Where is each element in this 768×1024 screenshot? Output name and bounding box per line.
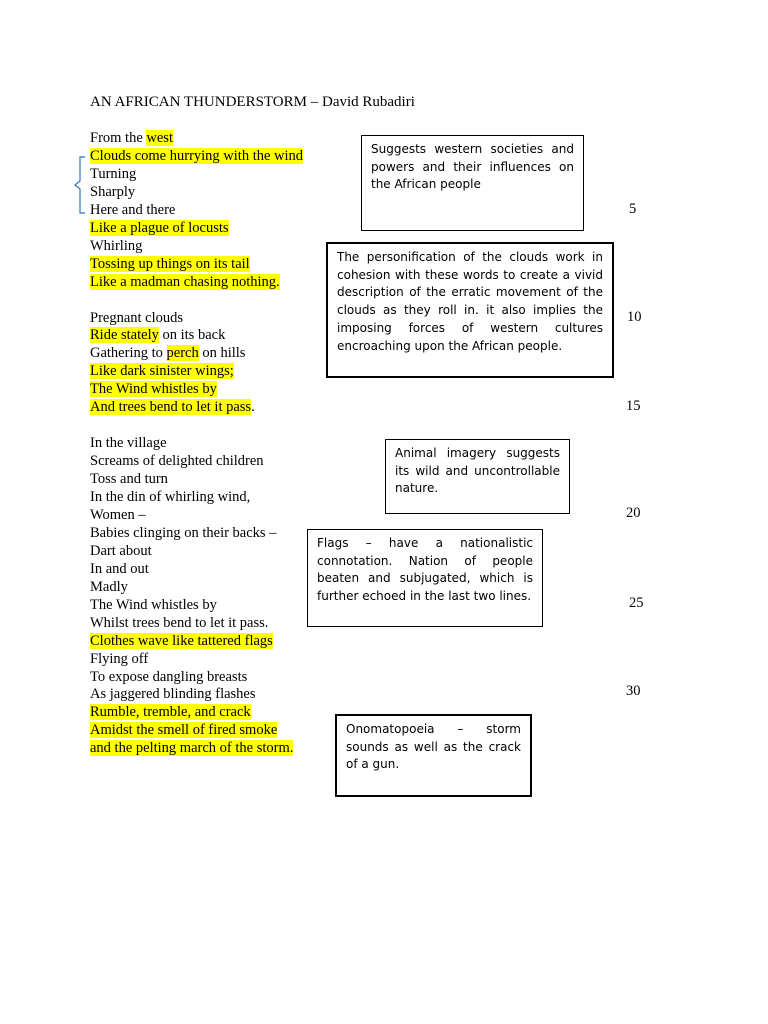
poem-line — [90, 703, 251, 721]
highlighted-text: Like a madman chasing nothing. — [90, 273, 280, 290]
poem-text: Madly — [90, 578, 128, 595]
poem-text: Pregnant clouds — [90, 309, 184, 326]
poem-text: on hills — [198, 345, 246, 362]
poem-line — [90, 739, 293, 757]
poem-line — [90, 596, 217, 614]
poem-text: As jaggered blinding flashes — [90, 686, 256, 703]
poem-line — [90, 560, 149, 578]
poem-line — [90, 650, 148, 668]
poem-line — [90, 542, 152, 560]
highlighted-text: perch — [166, 345, 199, 362]
line-number-20: 20 — [626, 505, 641, 521]
poem-line — [90, 380, 217, 398]
highlighted-text: Like a plague of locusts — [90, 219, 229, 236]
poem-line — [90, 668, 247, 686]
line-number-5: 5 — [629, 201, 637, 217]
poem-title: AN AFRICAN THUNDERSTORM – David Rubadiri — [90, 94, 415, 110]
line-number-25: 25 — [629, 595, 644, 611]
poem-text: Turning — [90, 165, 137, 182]
poem-text: Dart about — [90, 542, 152, 559]
poem-line — [90, 434, 167, 452]
highlighted-text: west — [146, 130, 173, 146]
highlighted-text: Clouds come hurrying with the wind — [90, 147, 304, 164]
poem-line — [90, 344, 245, 362]
line-number-30: 30 — [626, 683, 641, 699]
annotation-box-onomatopoeia: Onomatopoeia – storm sounds as well as the crack of a gun. — [335, 714, 532, 797]
poem-text: Flying off — [90, 650, 149, 667]
poem-line — [90, 129, 173, 147]
poem-line — [90, 470, 168, 488]
poem-line — [90, 685, 256, 703]
poem-line — [90, 237, 142, 255]
poem-line — [90, 326, 225, 344]
poem-text: Whilst trees bend to let it pass. — [90, 614, 269, 631]
poem-text: In the din of whirling wind, — [90, 489, 251, 505]
poem-text: Screams of delighted children — [90, 453, 264, 470]
poem-line — [90, 398, 255, 416]
poem-line — [90, 524, 276, 542]
highlighted-text: Ride stately — [90, 327, 159, 344]
poem-text: Women – — [90, 506, 146, 523]
annotation-box-animal-imagery: Animal imagery suggests its wild and uncontrollable nature. — [385, 439, 570, 514]
poem-line — [90, 452, 264, 470]
poem-text: Sharply — [90, 183, 136, 200]
highlighted-text: The Wind whistles by — [90, 381, 217, 398]
poem-line — [90, 165, 136, 183]
poem-line — [90, 309, 183, 327]
poem-line — [90, 506, 146, 524]
poem-line — [90, 614, 268, 632]
poem-line — [90, 362, 234, 380]
poem-text: Gathering to — [90, 345, 167, 362]
poem-text: . — [251, 399, 255, 416]
poem-text: The Wind whistles by — [90, 596, 217, 613]
poem-line — [90, 183, 135, 201]
poem-line — [90, 219, 229, 237]
highlighted-text: Tossing up things on its tail — [90, 255, 250, 272]
poem-line — [90, 578, 128, 596]
poem-text: Toss and turn — [90, 471, 168, 488]
highlighted-text: Clothes wave like tattered flags — [90, 632, 273, 649]
bracket-annotation-mark — [74, 156, 86, 214]
highlighted-text: and the pelting march of the storm. — [90, 740, 294, 757]
poem-line — [90, 147, 303, 165]
poem-text: Here and there — [90, 201, 176, 218]
highlighted-text: Like dark sinister wings; — [90, 363, 234, 380]
poem-text: on its back — [158, 327, 226, 344]
poem-line — [90, 201, 175, 219]
highlighted-text: Amidst the smell of fired smoke — [90, 722, 278, 739]
highlighted-text: Rumble, tremble, and crack — [90, 704, 251, 721]
highlighted-text: And trees bend to let it pass — [90, 399, 252, 416]
poem-text: Babies clinging on their backs – — [90, 524, 277, 541]
poem-text: In and out — [90, 560, 149, 577]
poem-text: From the — [90, 130, 147, 146]
poem-text: To expose dangling breasts — [90, 668, 248, 685]
poem-line — [90, 721, 277, 739]
poem-text: In the village — [90, 435, 167, 452]
poem-text: Whirling — [90, 237, 143, 254]
poem-line — [90, 632, 273, 650]
annotation-box-western-influence: Suggests western societies and powers and their influences on the African people — [361, 135, 584, 231]
line-number-10: 10 — [627, 309, 642, 325]
annotation-box-personification: The personification of the clouds work in cohesion with these words to create a vivid description of the erratic movement of the clouds as they roll in. it also implies the imposing forces of western cultures encroaching upon the African people. — [326, 242, 614, 378]
poem-line — [90, 273, 280, 291]
line-number-15: 15 — [626, 398, 641, 414]
poem-line — [90, 488, 250, 506]
poem-line — [90, 255, 250, 273]
annotation-box-flags: Flags – have a nationalistic connotation. Nation of people beaten and subjugated, which is further echoed in the last two lines. — [307, 529, 543, 627]
